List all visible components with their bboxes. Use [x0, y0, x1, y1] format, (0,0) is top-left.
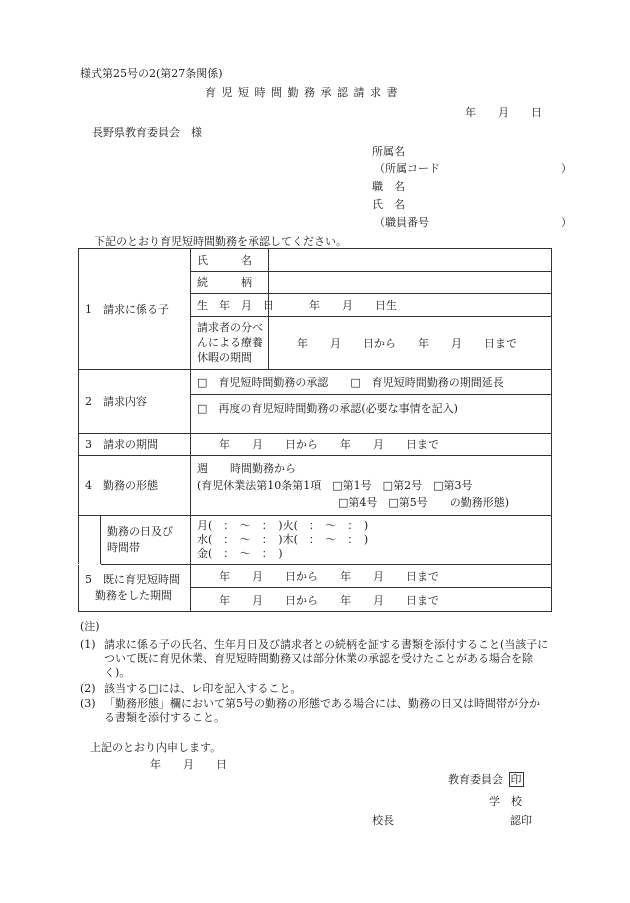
- work-days-field[interactable]: [191, 515, 552, 564]
- previous-period-row1[interactable]: 年 月 日から 年 月 日まで: [191, 564, 552, 588]
- request-type-option1[interactable]: □ 育児短時間勤務の承認 □ 育児短時間勤務の期間延長: [191, 369, 552, 394]
- approval-seal-label: 認印: [510, 814, 532, 827]
- child-name-label: 氏 名: [191, 249, 269, 272]
- affiliation-label: 所属名: [372, 145, 405, 158]
- work-days-label-line2: 時間帯: [107, 540, 140, 554]
- seal-mark-icon: 印: [510, 773, 522, 786]
- work-days-wed-thu: 水( ： 〜 ： )木( ： 〜 ： ): [197, 532, 369, 546]
- section1-label: 1 請求に係る子: [79, 249, 191, 370]
- work-days-label: [101, 515, 191, 564]
- note-2-text: 該当する□には、レ印を記入すること。: [104, 682, 302, 695]
- request-date: 年 月 日: [465, 106, 542, 119]
- work-form-line2: (育児休業法第10条第1項 □第1号 □第2号 □第3号: [197, 478, 473, 492]
- work-days-mon-tue: 月( ： 〜 ： )火( ： 〜 ： ): [197, 518, 369, 532]
- work-form-line3: □第4号 □第5号 の勤務形態): [338, 495, 510, 509]
- section4-label: 4 勤務の形態: [79, 456, 191, 515]
- maternity-leave-label: [191, 316, 269, 369]
- principal-label: 校長: [372, 814, 394, 827]
- note-2-number: (2): [80, 682, 96, 695]
- section2-label: 2 請求内容: [79, 369, 191, 433]
- maternity-leave-period-field[interactable]: 年 月 日から 年 月 日まで: [269, 316, 552, 369]
- maternity-leave-label-line1: 請求者の分べ: [197, 321, 263, 335]
- work-form-field[interactable]: [191, 456, 552, 515]
- section5-label: [79, 564, 191, 611]
- request-type-option2[interactable]: □ 再度の育児短時間勤務の承認(必要な事情を記入): [191, 394, 552, 433]
- work-days-fri: 金( ： 〜 ： ): [197, 546, 283, 560]
- request-period-field[interactable]: 年 月 日から 年 月 日まで: [191, 433, 552, 456]
- intro-text: 下記のとおり育児短時間勤務を承認してください。: [94, 235, 347, 248]
- maternity-leave-label-line2: んによる療養: [197, 336, 263, 350]
- notes-heading: (注): [80, 620, 100, 633]
- school-label: 学 校: [489, 795, 522, 808]
- request-form-table: [78, 248, 552, 612]
- note-3-text: 「勤務形態」欄において第5号の勤務の形態である場合には、勤務の日又は時間帯が分かる書類を添付すること。: [104, 697, 540, 724]
- child-relation-label: 続 柄: [191, 271, 269, 294]
- note-3: [80, 697, 550, 727]
- form-number: 様式第25号の2(第27条関係): [80, 67, 223, 80]
- maternity-leave-label-line3: 休暇の期間: [197, 351, 252, 365]
- declaration-text: 上記のとおり内申します。: [90, 741, 222, 754]
- section5-label-line2: 勤務をした期間: [95, 588, 172, 602]
- child-birthdate-label: 生 年 月 日: [191, 294, 269, 317]
- section5-label-line1: 5 既に育児短時間: [85, 572, 180, 586]
- board-of-education: [448, 771, 524, 787]
- addressee: 長野県教育委員会 様: [92, 126, 202, 139]
- affiliation-code-label: （所属コード ）: [374, 162, 572, 175]
- note-1: [80, 638, 550, 682]
- section3-label: 3 請求の期間: [79, 433, 191, 456]
- child-name-field[interactable]: [269, 249, 552, 272]
- child-relation-field[interactable]: [269, 271, 552, 294]
- work-form-line1: 週 時間勤務から: [197, 461, 296, 475]
- staff-number-label: （職員番号 ）: [374, 216, 572, 229]
- previous-period-row2[interactable]: 年 月 日から 年 月 日まで: [191, 588, 552, 612]
- board-label: 教育委員会: [448, 773, 503, 786]
- form-title: 育 児 短 時 間 勤 務 承 認 請 求 書: [205, 86, 399, 99]
- position-label: 職 名: [372, 180, 405, 193]
- note-1-number: (1): [80, 638, 96, 651]
- note-3-number: (3): [80, 697, 96, 710]
- section4-spacer: [79, 515, 101, 564]
- work-days-label-line1: 勤務の日及び: [107, 524, 173, 538]
- name-label: 氏 名: [372, 198, 405, 211]
- child-birthdate-field[interactable]: 年 月 日生: [269, 294, 552, 317]
- note-1-text: 請求に係る子の氏名、生年月日及び請求者との続柄を証する書類を添付すること(当該子について既に育児休業、育児短時間勤務又は部分休業の承認を受けたことがある場合を除く)。: [104, 638, 549, 679]
- note-2: [80, 682, 550, 696]
- declaration-date: 年 月 日: [150, 758, 227, 771]
